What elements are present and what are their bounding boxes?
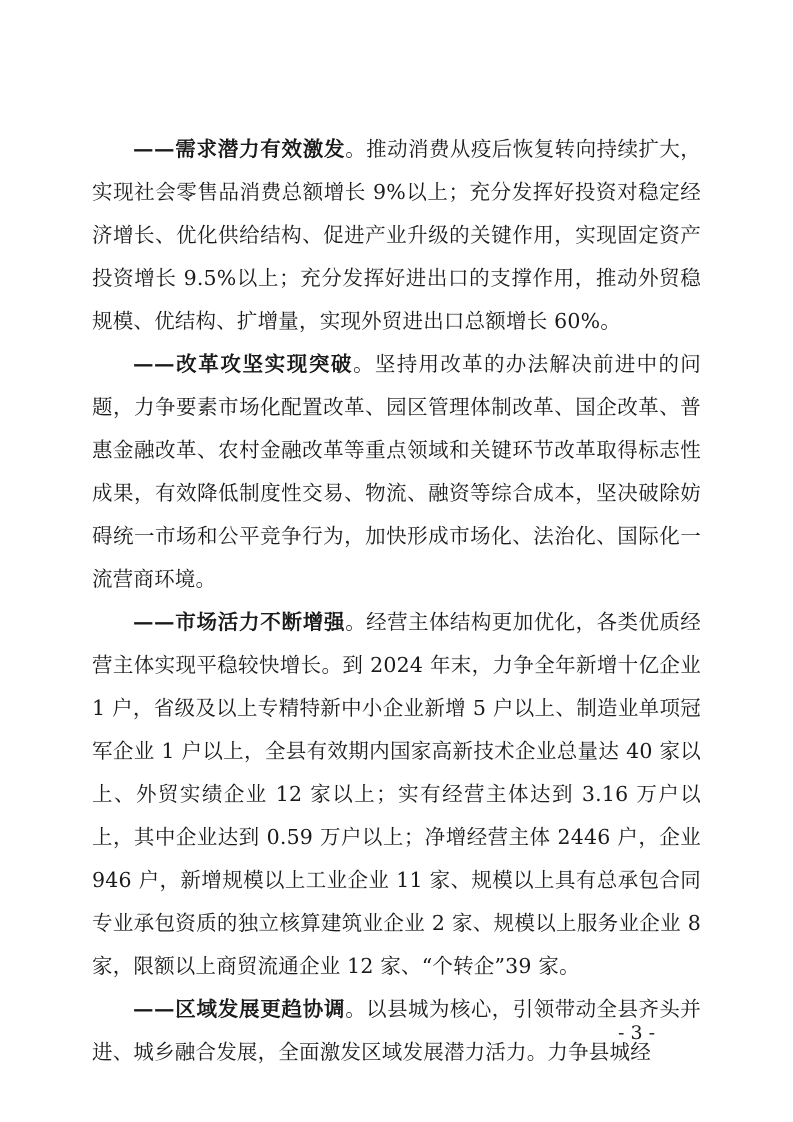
document-body [92, 128, 701, 1074]
paragraph-text-reform-breakthrough: 。坚持用改革的办法解决前进中的问题，力争要素市场化配置改革、园区管理体制改革、国企改革、普惠金融改革、农村金融改革等重点领域和关键环节改革取得标志性成果，有效降低制度性交易、物流、融资等综合成本，坚决破除妨碍统一市场和公平竞争行为，加快形成市场化、法治化、国际化一流营商环境。 [92, 352, 702, 591]
paragraph-text-regional-development: 。以县城为核心，引领带动全县齐头并进、城乡融合发展，全面激发区域发展潜力活力。力争县城经 [92, 997, 702, 1064]
paragraph-lead-reform-breakthrough: ——改革攻坚实现突破 [133, 352, 354, 376]
paragraph-text-market-vitality: 。经营主体结构更加优化，各类优质经营主体实现平稳较快增长。到 2024 年末，力争全年新增十亿企业 1 户，省级及以上专精特新中小企业新增 5 户以上、制造业单项冠军企业 1 户以上，全县有效期内国家高新技术企业总量达 40 家以上、外贸实绩企业 12 家以上；实有经营主体达到 3.16 万户以上，其中企业达到 0.59 万户以上；净增经营主体 2446 户，企业 946 户，新增规模以上工业企业 11 家、规模以上具有总承包合同专业承包资质的独立核算建筑业企业 2 家、规模以上服务业企业 8 家，限额以上商贸流通企业 12 家、“个转企”39 家。 [92, 610, 702, 978]
paragraph-demand-potential [92, 128, 701, 343]
page-number [0, 1022, 793, 1044]
page-number-label: - 3 - [617, 1022, 655, 1044]
paragraph-text-demand-potential: 。推动消费从疫后恢复转向持续扩大，实现社会零售品消费总额增长 9%以上；充分发挥好投资对稳定经济增长、优化供给结构、促进产业升级的关键作用，实现固定资产投资增长 9.5%以上；充分发挥好进出口的支撑作用，推动外贸稳规模、优结构、扩增量，实现外贸进出口总额增长 60%。 [92, 137, 702, 333]
paragraph-lead-demand-potential: ——需求潜力有效激发 [133, 137, 346, 161]
paragraph-market-vitality [92, 601, 701, 988]
paragraph-lead-market-vitality: ——市场活力不断增强 [133, 610, 346, 634]
paragraph-reform-breakthrough [92, 343, 701, 601]
paragraph-lead-regional-development: ——区域发展更趋协调 [133, 997, 346, 1021]
